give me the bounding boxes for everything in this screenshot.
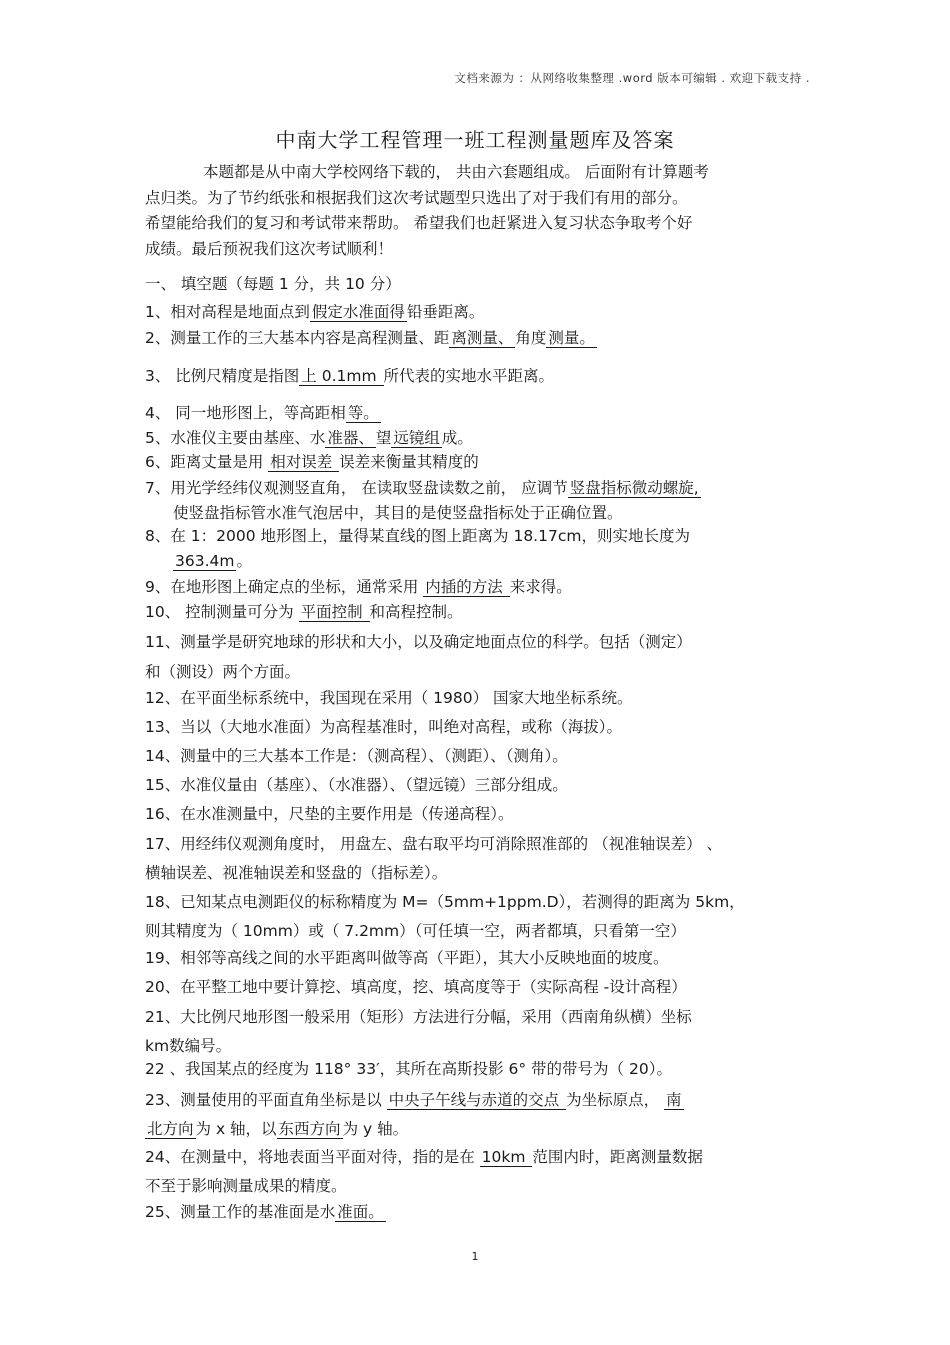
intro-paragraph bbox=[145, 160, 805, 262]
answer-blank: 准器、 bbox=[327, 429, 374, 447]
question-2: 2、测量工作的三大基本内容是高程测量、距 离测量、 角度 测量。 bbox=[145, 329, 595, 347]
section-heading: 一、 填空题（每题 1 分，共 10 分） bbox=[145, 275, 401, 293]
question-10: 10、 控制测量可分为 平面控制 和高程控制。 bbox=[145, 603, 463, 621]
page-number: 1 bbox=[471, 1250, 479, 1263]
answer-blank: 远镜组 bbox=[393, 429, 440, 447]
question-6: 6、距离丈量是用 相对误差 误差来衡量其精度的 bbox=[145, 453, 479, 471]
question-20: 20、在平整工地中要计算挖、填高度，挖、填高度等于（实际高程 -设计高程） bbox=[145, 978, 687, 996]
answer-blank: 10km bbox=[481, 1148, 531, 1166]
intro-line: 点归类。为了节约纸张和根据我们这次考试题型只选出了对于我们有用的部分。 bbox=[145, 188, 688, 207]
question-17: 17、用经纬仪观测角度时， 用盘左、盘右取平均可消除照准部的 （视准轴误差） 、 横轴误差、视准轴误差和竖盘的（指标差）。 bbox=[145, 835, 723, 882]
question-18: 18、已知某点电测距仪的标称精度为 M=（5mm+1ppm.D），若测得的距离为 5km， 则其精度为（ 10mm）或（ 7.2mm）（可任填一空，两者都填，只看第一空） bbox=[145, 893, 745, 940]
answer-blank: 东西方向 bbox=[278, 1120, 341, 1138]
answer-blank: 上 0.1mm bbox=[301, 367, 382, 385]
question-8: 8、在 1：2000 地形图上，量得某直线的图上距离为 18.17cm，则实地长度为 363.4m 。 bbox=[145, 527, 690, 570]
answer-blank: 准面。 bbox=[337, 1203, 384, 1221]
intro-line: 希望能给我们的复习和考试带来帮助。 希望我们也赶紧进入复习状态争取考个好 bbox=[145, 214, 693, 232]
question-22: 22 、我国某点的经度为 118° 33′，其所在高斯投影 6° 带的带号为（ 20）。 bbox=[145, 1060, 672, 1078]
question-5: 5、水准仪主要由基座、水 准器、 望 远镜组 成。 bbox=[145, 429, 473, 447]
question-13: 13、当以（大地水准面）为高程基准时，叫绝对高程，或称（海拔）。 bbox=[145, 718, 622, 736]
answer-blank: 竖盘指标微动螺旋, bbox=[569, 479, 699, 497]
question-7: 7、用光学经纬仪观测竖直角， 在读取竖盘读数之前， 应调节 竖盘指标微动螺旋, 使竖盘指标管水准气泡居中，其目的是使竖盘指标处于正确位置。 bbox=[145, 479, 699, 522]
intro-line: 本题都是从中南大学校网络下载的， 共由六套题组成。 后面附有计算题考 bbox=[203, 163, 709, 181]
answer-blank: 内插的方法 bbox=[425, 578, 508, 596]
question-9: 9、在地形图上确定点的坐标，通常采用 内插的方法 来求得。 bbox=[145, 578, 572, 596]
answer-blank: 平面控制 bbox=[300, 603, 368, 621]
question-23: 23、测量使用的平面直角坐标是以 中央子午线与赤道的交点 为坐标原点， 南 北方向 为 x 轴，以 东西方向 为 y 轴。 bbox=[145, 1091, 682, 1138]
question-19: 19、相邻等高线之间的水平距离叫做等高（平距），其大小反映地面的坡度。 bbox=[145, 949, 669, 967]
question-14: 14、测量中的三大基本工作是：（测高程）、（测距）、（测角）。 bbox=[145, 747, 568, 765]
answer-blank: 假定水准面得 bbox=[311, 303, 405, 321]
question-11: 11、测量学是研究地球的形状和大小，以及确定地面点位的科学。包括（测定） 和（测设）两个方面。 bbox=[145, 633, 692, 681]
question-21: 21、大比例尺地形图一般采用（矩形）方法进行分幅，采用（西南角纵横）坐标 km数编号。 bbox=[145, 1008, 692, 1055]
source-note: 文档来源为 ：从网络收集整理 .word 版本可编辑 . 欢迎下载支持 . bbox=[454, 71, 810, 85]
question-1: 1、相对高程是地面点到 假定水准面得 铅垂距离。 bbox=[145, 303, 485, 321]
answer-blank: 南 bbox=[666, 1091, 682, 1109]
answer-blank: 测量。 bbox=[548, 329, 595, 347]
question-3: 3、 比例尺精度是指图 上 0.1mm 所代表的实地水平距离。 bbox=[145, 367, 555, 385]
question-12: 12、在平面坐标系统中，我国现在采用（ 1980） 国家大地坐标系统。 bbox=[145, 689, 633, 707]
answer-blank: 363.4m bbox=[175, 552, 235, 570]
answer-blank: 等。 bbox=[347, 404, 379, 422]
answer-blank: 离测量、 bbox=[451, 329, 514, 347]
page-title: 中南大学工程管理一班工程测量题库及答案 bbox=[275, 128, 675, 152]
question-24: 24、在测量中，将地表面当平面对待，指的是在 10km 范围内时，距离测量数据 不至于影响测量成果的精度。 bbox=[145, 1148, 703, 1195]
question-4: 4、 同一地形图上，等高距相 等。 bbox=[145, 404, 379, 422]
answer-blank: 北方向 bbox=[147, 1120, 194, 1138]
intro-line: 成绩。最后预祝我们这次考试顺利！ bbox=[145, 239, 394, 258]
question-25: 25、测量工作的基准面是水 准面。 bbox=[145, 1203, 384, 1221]
answer-blank: 中央子午线与赤道的交点 bbox=[388, 1091, 565, 1109]
question-16: 16、在水准测量中，尺垫的主要作用是（传递高程）。 bbox=[145, 805, 514, 823]
question-15: 15、水准仪量由（基座）、（水准器）、（望远镜）三部分组成。 bbox=[145, 776, 568, 794]
answer-blank: 相对误差 bbox=[270, 453, 338, 471]
